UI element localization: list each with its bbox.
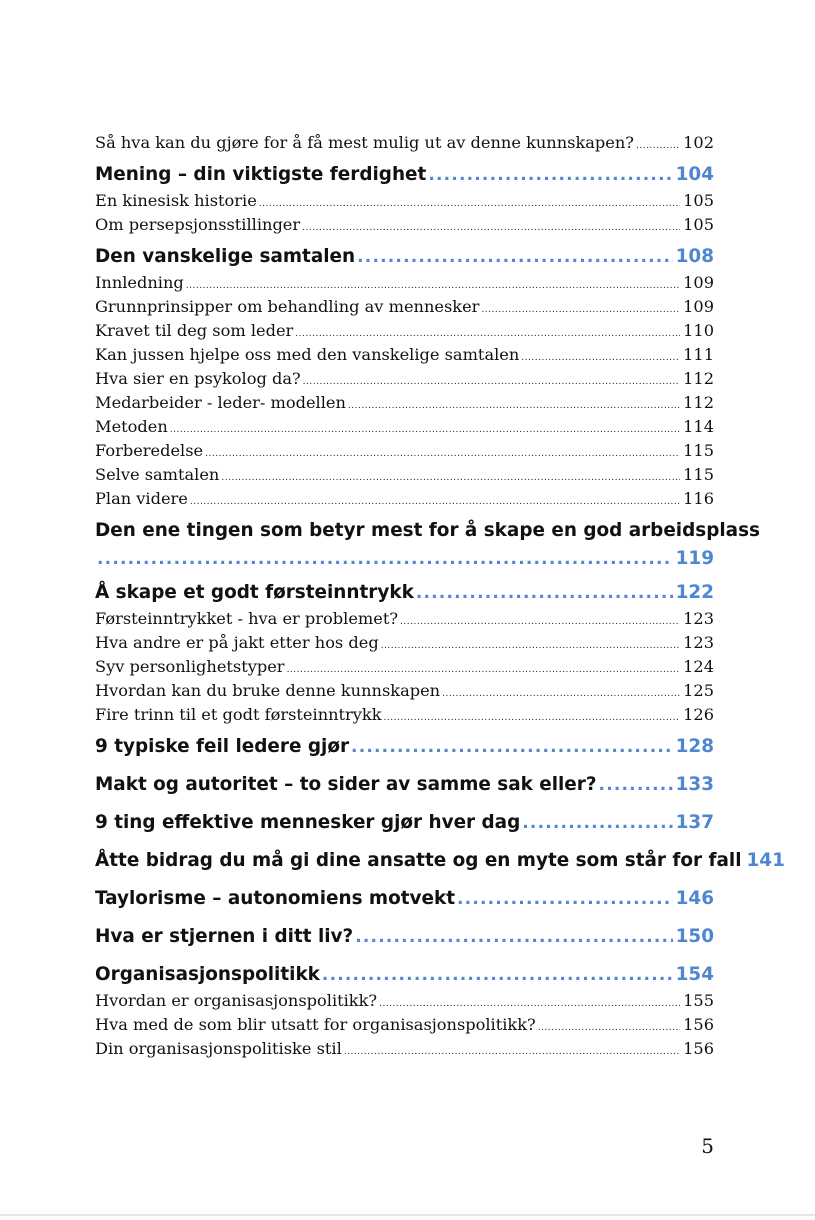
dot-leader — [351, 733, 673, 761]
toc-chapter-page: 150 — [675, 926, 714, 947]
toc-entry-title: Om persepsjonsstillinger — [95, 215, 301, 234]
toc-entry[interactable] — [95, 131, 714, 155]
toc-entry-title: En kinesisk historie — [95, 191, 257, 210]
dot-leader — [481, 298, 680, 322]
dot-leader — [384, 706, 681, 730]
page-bottom-edge — [0, 1214, 815, 1216]
toc-entry-page: 123 — [683, 633, 714, 652]
toc-chapter[interactable] — [95, 579, 714, 607]
toc-entry-page: 115 — [683, 441, 714, 460]
toc-entry-page: 126 — [683, 705, 714, 724]
toc-entry-title: Hva med de som blir utsatt for organisasjonspolitikk? — [95, 1015, 536, 1034]
dot-leader — [303, 370, 680, 394]
toc-chapter[interactable] — [95, 923, 714, 951]
toc-chapter-title: Organisasjonspolitikk — [95, 964, 320, 985]
toc-entry[interactable] — [95, 1037, 714, 1061]
dot-leader — [428, 161, 672, 189]
toc-entry-title: Hva andre er på jakt etter hos deg — [95, 633, 379, 652]
toc-entry-page: 105 — [683, 191, 714, 210]
toc-entry-title: Medarbeider - leder- modellen — [95, 393, 346, 412]
toc-entry-page: 115 — [683, 465, 714, 484]
toc-entry-page: 112 — [683, 369, 714, 388]
toc-entry[interactable] — [95, 391, 714, 415]
toc-chapter-page: 146 — [675, 888, 714, 909]
dot-leader — [190, 490, 680, 514]
toc-entry-title: Metoden — [95, 417, 168, 436]
toc-entry-page: 124 — [683, 657, 714, 676]
toc-chapter-page: 108 — [675, 246, 714, 267]
toc-chapter-page: 141 — [746, 850, 785, 871]
dot-leader — [416, 579, 673, 607]
dot-leader — [344, 1040, 680, 1064]
toc-entry[interactable] — [95, 367, 714, 391]
dot-leader — [348, 394, 680, 418]
toc-entry-title: Hvordan er organisasjonspolitikk? — [95, 991, 378, 1010]
toc-entry-page: 105 — [683, 215, 714, 234]
toc-entry[interactable] — [95, 319, 714, 343]
toc-entry[interactable] — [95, 989, 714, 1013]
toc-entry[interactable] — [95, 463, 714, 487]
toc-entry-page: 125 — [683, 681, 714, 700]
toc-entry-title: Din organisasjonspolitiske stil — [95, 1039, 342, 1058]
toc-entry-title: Forberedelse — [95, 441, 204, 460]
dot-leader — [170, 418, 680, 442]
toc-entry[interactable] — [95, 213, 714, 237]
toc-chapter-page: 119 — [675, 548, 714, 569]
toc-entry-page: 112 — [683, 393, 714, 412]
toc-entry[interactable] — [95, 703, 714, 727]
dot-leader — [457, 885, 673, 913]
dot-leader — [442, 682, 680, 706]
toc-chapter-title: Taylorisme – autonomiens motvekt — [95, 888, 456, 909]
toc-chapter-title: 9 typiske feil ledere gjør — [95, 736, 350, 757]
toc-entry-title: Så hva kan du gjøre for å få mest mulig ut av denne kunnskapen? — [95, 133, 634, 152]
toc-entry-page: 109 — [683, 297, 714, 316]
toc-entry[interactable] — [95, 271, 714, 295]
toc-entry-page: 109 — [683, 273, 714, 292]
toc-entry-title: Kan jussen hjelpe oss med den vanskelige samtalen — [95, 345, 520, 364]
toc-chapter-title: Den vanskelige samtalen — [95, 246, 356, 267]
toc-entry-page: 123 — [683, 609, 714, 628]
toc-entry-page: 116 — [683, 489, 714, 508]
toc-chapter[interactable] — [95, 809, 714, 837]
toc-entry-page: 156 — [683, 1039, 714, 1058]
toc-chapter-title: 9 ting effektive mennesker gjør hver dag — [95, 812, 521, 833]
toc-chapter[interactable] — [95, 243, 714, 271]
toc-chapter[interactable] — [95, 161, 714, 189]
toc-chapter-title: Å skape et godt førsteinntrykk — [95, 582, 414, 603]
toc-entry-page: 114 — [683, 417, 714, 436]
toc-entry[interactable] — [95, 439, 714, 463]
dot-leader — [259, 192, 680, 216]
toc-entry-title: Fire trinn til et godt førsteinntrykk — [95, 705, 382, 724]
toc-entry-title: Plan videre — [95, 489, 188, 508]
toc-chapter-page: 133 — [675, 774, 714, 795]
toc-chapter-title: Makt og autoritet – to sider av samme sak eller? — [95, 774, 597, 795]
toc-entry-title: Grunnprinsipper om behandling av mennesker — [95, 297, 480, 316]
dot-leader — [400, 610, 680, 634]
toc-chapter-page: 104 — [675, 164, 714, 185]
toc-chapter-page: 154 — [675, 964, 714, 985]
toc-chapter-page: 122 — [675, 582, 714, 603]
dot-leader — [205, 442, 680, 466]
table-of-contents — [95, 131, 785, 1061]
toc-chapter-title: Hva er stjernen i ditt liv? — [95, 926, 354, 947]
toc-chapter-page: 137 — [675, 812, 714, 833]
toc-chapter-page: 128 — [675, 736, 714, 757]
toc-entry-title: Syv personlighetstyper — [95, 657, 285, 676]
dot-leader — [381, 634, 680, 658]
toc-entry-title: Hva sier en psykolog da? — [95, 369, 301, 388]
toc-entry-title: Innledning — [95, 273, 184, 292]
toc-chapter[interactable] — [95, 885, 714, 913]
dot-leader — [522, 809, 672, 837]
toc-chapter[interactable] — [95, 545, 714, 573]
dot-leader — [599, 771, 673, 799]
toc-chapter[interactable] — [95, 733, 714, 761]
toc-chapter[interactable] — [95, 961, 714, 989]
dot-leader — [357, 243, 672, 271]
toc-entry-page: 111 — [683, 345, 714, 364]
dot-leader — [355, 923, 672, 951]
dot-leader — [97, 545, 673, 573]
dot-leader — [521, 346, 680, 370]
toc-entry-page: 110 — [683, 321, 714, 340]
toc-entry[interactable] — [95, 343, 714, 367]
toc-entry[interactable] — [95, 295, 714, 319]
dot-leader — [322, 961, 673, 989]
toc-entry[interactable] — [95, 189, 714, 213]
toc-entry[interactable] — [95, 679, 714, 703]
toc-entry-page: 156 — [683, 1015, 714, 1034]
toc-entry[interactable] — [95, 655, 714, 679]
page-number: 5 — [701, 1134, 714, 1158]
toc-entry-page: 102 — [683, 133, 714, 152]
toc-chapter-title: Åtte bidrag du må gi dine ansatte og en myte som står for fall — [95, 850, 742, 871]
toc-chapter[interactable] — [95, 771, 714, 799]
toc-entry-title: Kravet til deg som leder — [95, 321, 294, 340]
dot-leader — [538, 1016, 680, 1040]
toc-entry-title: Selve samtalen — [95, 465, 220, 484]
dot-leader — [302, 216, 680, 240]
toc-entry[interactable] — [95, 415, 714, 439]
toc-entry[interactable] — [95, 631, 714, 655]
toc-chapter-title[interactable]: Den ene tingen som betyr mest for å skape en god arbeidsplass — [95, 520, 760, 541]
toc-entry-title: Hvordan kan du bruke denne kunnskapen — [95, 681, 441, 700]
toc-entry[interactable] — [95, 1013, 714, 1037]
toc-entry[interactable] — [95, 487, 714, 511]
toc-entry[interactable] — [95, 607, 714, 631]
dot-leader — [636, 134, 680, 158]
toc-entry-title: Førsteinntrykket - hva er problemet? — [95, 609, 399, 628]
toc-entry-page: 155 — [683, 991, 714, 1010]
toc-chapter[interactable] — [95, 847, 785, 875]
toc-chapter-title: Mening – din viktigste ferdighet — [95, 164, 427, 185]
dot-leader — [221, 466, 680, 490]
